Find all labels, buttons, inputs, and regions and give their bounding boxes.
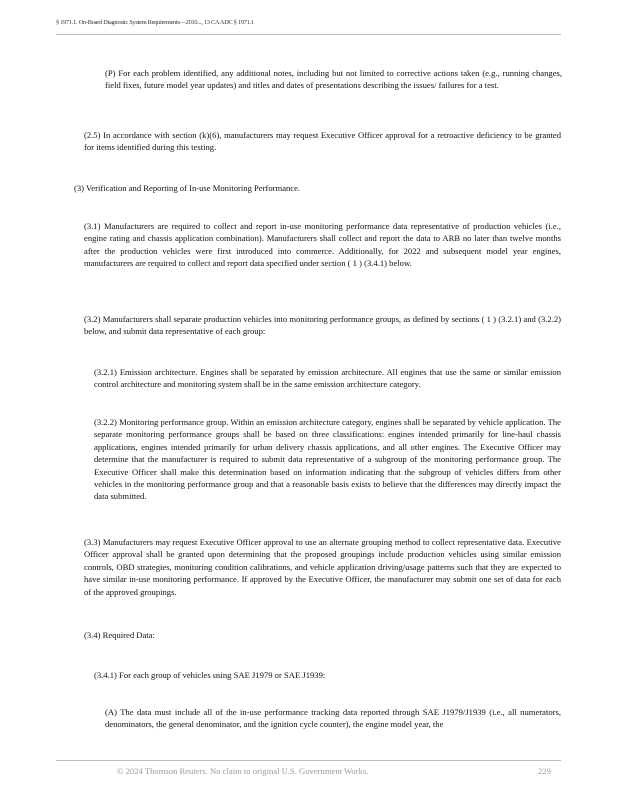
header-divider: [56, 34, 561, 35]
paragraph-a: (A) The data must include all of the in-use performance tracking data reported through SAE J1979/J1939 (i.e., all numerators, denominators, the general denominator, and the ignition cycle counter), the engine model year, the: [105, 707, 561, 730]
paragraph-p: (P) For each problem identified, any additional notes, including but not limited to corrective actions taken (e.g., running changes, field fixes, future model year updates) and titles and dates of presentations describing the issues/ failures for a test.: [105, 68, 562, 91]
paragraph-3-2-2: (3.2.2) Monitoring performance group. Within an emission architecture category, engines shall be separated by vehicle application. The separate monitoring performance groups shall be based on three classifications: engines intended primarily for line-haul chassis applications, engines intended primarily for urban delivery chassis applications, and all other engines. The Executive Officer may determine that the manufacturer is required to submit data representative of a subgroup of the monitoring performance group. The Executive Officer shall make this determination based on information indicating that the subgroup of vehicles differs from other vehicles in the monitoring performance group and that a reasonable basis exists to believe that the differences may directly impact the data submitted.: [94, 417, 561, 502]
paragraph-3-3: (3.3) Manufacturers may request Executive Officer approval to use an alternate grouping method to collect representative data. Executive Officer approval shall be granted upon determining that the proposed groupings include production vehicles using similar emission controls, OBD strategies, monitoring condition calibrations, and vehicle application driving/usage patterns such that they are expected to have similar in-use monitoring performance. If approved by the Executive Officer, the manufacturer may submit one set of data for each of the approved groupings.: [84, 537, 561, 597]
paragraph-3-1: (3.1) Manufacturers are required to collect and report in-use monitoring performance data representative of production vehicles (i.e., engine rating and chassis application combination). Manufacturers shall collect and report the data to ARB no later than twelve months after the production vehicles were first introduced into commerce. Additionally, for 2022 and subsequent model year engines, manufacturers are required to collect and report data specified under section ( 1 ) (3.4.1) below.: [84, 221, 561, 269]
footer-divider: [56, 760, 561, 761]
paragraph-3-2-1: (3.2.1) Emission architecture. Engines shall be separated by emission architecture. All engines that use the same or similar emission control architecture and monitoring system shall be in the same emission architecture category.: [94, 367, 561, 390]
footer-copyright: © 2024 Thomson Reuters. No claim to original U.S. Government Works.: [117, 766, 369, 776]
paragraph-3-4: (3.4) Required Data:: [84, 630, 155, 640]
section-heading-3: (3) Verification and Reporting of In-use Monitoring Performance.: [74, 183, 301, 193]
page-number: 229: [538, 766, 551, 776]
paragraph-3-2: (3.2) Manufacturers shall separate production vehicles into monitoring performance groups, as defined by sections ( 1 ) (3.2.1) and (3.2.2) below, and submit data representative of each group:: [84, 314, 561, 337]
paragraph-3-4-1: (3.4.1) For each group of vehicles using SAE J1979 or SAE J1939:: [94, 670, 326, 680]
paragraph-2-5: (2.5) In accordance with section (k)(6), manufacturers may request Executive Officer approval for a retroactive deficiency to be granted for items identified during this testing.: [84, 130, 561, 153]
running-header: § 1971.1. On-Board Diagnostic System Requirements—2010..., 13 CA ADC § 1971.1: [56, 19, 254, 26]
